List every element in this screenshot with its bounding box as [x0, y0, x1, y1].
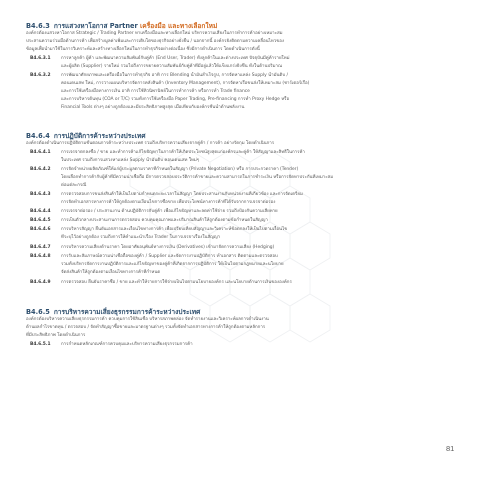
item-line: การเจรจาตกลงซื้อ / ขาย และทำการค้าแก้ไขปัญหาในการค้าให้เกิดประโยชน์สูงสุดแก่องค์กรและคู่ค้า ให้สัญญาและสิทธิ์ในการค้า [61, 150, 305, 155]
intro-line: องค์กรต้องบริหารความเสี่ยงธุรกรรมการค้า ควบคุมการใช้สินเชื่อ บริหารสภาพคล่อง จัดทำรายงานและวิเคราะห์ผลการดำเนินงาน [26, 317, 269, 322]
list-item [30, 226, 464, 242]
section-title: การปฏิบัติการค้าระหว่างประเทศ [53, 132, 146, 140]
section-intro [26, 140, 464, 148]
list-item [30, 253, 464, 277]
intro-line: ที่มีประสิทธิภาพ โดยดำเนินการ [26, 333, 86, 338]
item-number: B4.6.4.4 [30, 209, 51, 214]
section-number: B4.6.3 [26, 22, 50, 30]
intro-line: องค์กรต้องดำเนินการปฏิบัติตามขั้นตอนการค้าระหว่างประเทศ รวมถึงบริหารความเสี่ยงจากคู่ค้า / การค้า อย่างรัดกุม โดยดำเนินการ [26, 141, 275, 146]
item-line: โดยเลือกทำการค้ากับผู้ค้าที่มีความน่าเชื่อถือ มีการตรวจสอบประวัติการค้าขายและความสามารถในการชำระเงิน หรือการจัดหาประกันที่เหมาะสม [61, 175, 334, 180]
list-item [30, 279, 464, 287]
item-line: Financial Tools ต่างๆ อย่างถูกต้องและมีประสิทธิภาพสูงสุด เมื่อเทียบกับองค์กรชั้นนำด้านพลังงาน [61, 105, 245, 110]
list-item [30, 244, 464, 252]
item-line: และการใช้เครื่องมือทางการเงิน อาทิ การใช้ทิวนิพานิชย์ในการทำการค้า หรือการทำ Trade finance [61, 89, 250, 94]
item-line: และผู้ผลิต (Supplier) รายใหม่ รวมไปถึงการขยายความสัมพันธ์กับคู่ค้าที่มีอยู่แล้วให้แข็งแกร่งยิ่งขึ้น ทั้งในด้านปริมาณ [61, 64, 283, 69]
list-item [30, 217, 464, 225]
item-line: การกำหนดหลักเกณฑ์การควบคุมและบริหารความเสี่ยงธุรกรรมการค้า [61, 342, 193, 347]
list-item [30, 55, 464, 71]
item-line: การเป็นตัวกลางประสานงานการตรวจสอบ ควบคุมคุณภาพและปริมาณสินค้าให้ถูกต้องตามข้อกำหนดในสัญญา [61, 218, 268, 223]
item-number: B4.6.4.9 [30, 280, 51, 285]
item-line: การจัดจำหน่ายผลิตภัณฑ์ให้แก่ผู้ประมูลตามราคาที่กำหนดในสัญญา (Private Negotiation) หรือ การประกวดราคา (Tender) [61, 167, 299, 172]
item-line: ในประเทศ รวมถึงการแสวงหาแหล่ง Supply น้ำมันดิบ คอนเดนเสท ใหม่ๆ [61, 158, 200, 163]
section-title: การแสวงหาโอกาส Partner [53, 22, 138, 30]
item-line: การบริหารสัญญา ยื่นยันเอกสารและเงื่อนไขทางการค้า เพื่อเปรียบเทียบสัญญาและวิเคราะห์ข้อตกลงให้เป็นไปตามเงื่อนไข [61, 227, 288, 232]
item-line: การบริหารความเสี่ยงด้านราคา โดยอาศัยอนุพันธ์ทางการเงิน (Derivatives) เข้ามาจัดการความเสี่ยง (Hedging) [61, 245, 275, 250]
item-line: การตรวจสอบการขนส่งสินค้าให้เป็นไปตามกำหนดระยะเวลาในสัญญา โดยประสานงานกับหน่วยงานที่เกี่ยวข้อง และการจัดเตรียม [61, 192, 303, 197]
item-line: และการบริหารต้นทุน (COA or T/C) รวมทั้งการใช้เครื่องมือ Paper Trading, Pre-financing การทำ Proxy Hedge หรือ [61, 97, 290, 102]
item-number: B4.6.4.2 [30, 167, 51, 172]
item-number: B4.6.3.2 [30, 73, 51, 78]
section-title-accent: เครื่องมือ และทางเลือกใหม่ [140, 22, 218, 30]
item-number: B4.6.3.1 [30, 56, 51, 61]
intro-line: องค์กรต้องแสวงหาโอกาส Strategic / Trading Partner หาเครื่องมือและทางเลือกใหม่ บริหารความเสี่ยงในการทำการค้าอย่างเหมาะสม [26, 31, 283, 36]
section-title: การบริหารความเสี่ยงธุรกรรมการค้าระหว่างประเทศ [53, 308, 201, 316]
item-line: จัดส่งสินค้าให้ถูกต้องตามเงื่อนไขทางการค้าที่กำหนด [61, 270, 161, 275]
intro-line: ข้อมูลเพื่อนำมาใช้ในการวิเคราะห์และสร้างทางเลือกใหม่ในการทำธุรกิจอย่างต่อเนื่อง ซึ่งมีการดำเนินการ โดยดำเนินการดังนี้ [26, 47, 260, 52]
item-line: การหาลูกค้า ผู้ค้า และพัฒนาความสัมพันธ์กับคู่ค้า (End User, Trader) ทั้งลูกค้าในและต่างประเทศ ปัจจุบันมีคู่ค้ารายใหม่ [61, 56, 290, 61]
list-item [30, 166, 464, 190]
intro-line: ด้านผลกำไรขาดทุน / ตรวจสอบ / จัดทำสัญญาซื้อขายและมาตรฐานต่างๆ รวมทั้งจัดทำเอกสารทางการค้าให้ถูกต้องตามหลักการ [26, 325, 266, 330]
item-number: B4.6.4.3 [30, 192, 51, 197]
page-number: 81 [446, 444, 455, 453]
item-line: คอนเดนเสท ใหม่, การวางแผนบริหารจัดการคลังสินค้า (Inventory Management), การจัดหาเรือขนส่งให้เหมาะสม (ชาร์เตอร์เรือ) [61, 81, 310, 86]
list-item [30, 341, 464, 349]
item-number: B4.6.4.8 [30, 254, 51, 259]
list-item [30, 208, 464, 216]
intro-line: ประสานความร่วมมือด้านการค้า เพื่อสร้างมูลค่าเพิ่มและการเติบโตของธุรกิจอย่างยั่งยืน / นอกจากนี้ องค์กรยังติดตามความเคลื่อนไหวของ [26, 39, 284, 44]
section-intro [26, 316, 464, 340]
list-item [30, 72, 464, 112]
item-number: B4.6.5.1 [30, 342, 51, 347]
section-intro [26, 30, 464, 54]
list-item [30, 191, 464, 207]
item-line: การจัดทำเอกสารทางการค้าให้ถูกต้องตามเงื่อนไขการซื้อขาย เพื่อประโยชน์ทางการค้าที่ได้รับจากการเจรจาต่อรอง [61, 200, 276, 205]
item-line: การเจรจาต่อรอง / ประสานงาน ด้านปฏิบัติการกับคู่ค้า เพื่อแก้ไขปัญหาและลดค่าใช้จ่าย รวมถึงป้องกันความเสียหาย [61, 209, 278, 214]
item-line: ที่ระบุไว้อย่างถูกต้อง รวมถึงการให้คำแนะนำเรื่อง Trader ในการเจรจาเรื่องในสัญญา [61, 235, 221, 240]
item-line: รวมทั้งบริหารจัดการงานปฏิบัติการและแก้ไขปัญหาของคู่ค้าที่เกิดจากการปฏิบัติการ ให้เป็นไปตามกฎหมายและนโยบาย [61, 262, 284, 267]
item-line: การตรวจสอบ ยืนยันราคาซื้อ / ขาย และทำให้รายการใช้จ่ายเป็นไปตามนโยบายองค์กร และนโยบายด้านการเงินขององค์กร [61, 280, 292, 285]
section-number: B4.6.5 [26, 308, 50, 316]
item-line: การรับและสัมภาษณ์ความน่าเชื่อถือของคู่ค้า / Supplier และจัดการงานปฏิบัติการ ทำเอกสาร ติดตามและตรวจสอบ [61, 254, 278, 259]
item-number: B4.6.4.5 [30, 218, 51, 223]
section-number: B4.6.4 [26, 132, 50, 140]
item-number: B4.6.4.6 [30, 227, 51, 232]
item-line: ต่อแต่ละกรณี [61, 183, 87, 188]
item-line: การพัฒนาศักยภาพและเครื่องมือในการทำธุรกิจ อาทิ การ Blending น้ำมันสำเร็จรูป, การจัดหาแหล่ง Supply น้ำมันดิบ / [61, 73, 289, 78]
item-number: B4.6.4.7 [30, 245, 51, 250]
item-number: B4.6.4.1 [30, 150, 51, 155]
list-item [30, 149, 464, 165]
